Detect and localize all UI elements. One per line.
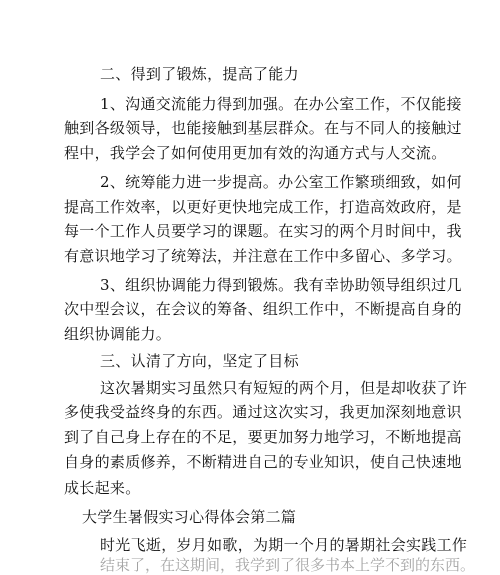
paragraph-line: 多使我受益终身的东西。通过这次实习，我更加深刻地意识 — [64, 403, 462, 421]
paragraph-line: 组织协调能力。 — [64, 325, 172, 343]
paragraph-line: 提高工作效率，以更好更快地完成工作，打造高效政府，是 — [64, 198, 462, 216]
paragraph-line: 每一个工作人员要学习的课题。在实习的两个月时间中，我 — [64, 222, 462, 240]
paragraph-line: 成长起来。 — [64, 479, 141, 497]
paragraph-line: 触到各级领导，也能接触到基层群众。在与不同人的接触过 — [64, 119, 462, 137]
paragraph-line: 程中，我学会了如何使用更加有效的沟通方式与人交流。 — [64, 144, 447, 162]
cut-off-line — [100, 552, 476, 574]
section-heading-two: 二、得到了锻炼，提高了能力 — [100, 65, 299, 83]
article-title: 大学生暑假实习心得体会第二篇 — [82, 508, 297, 526]
paragraph-line: 3、组织协调能力得到锻炼。我有幸协助领导组织过几 — [100, 276, 462, 294]
section-heading-three: 三、认清了方向，坚定了目标 — [100, 352, 299, 370]
paragraph-line: 有意识地学习了统筹法，并注意在工作中多留心、多学习。 — [64, 247, 462, 265]
paragraph-line: 到了自己身上存在的不足，要更加努力地学习，不断地提高 — [64, 428, 462, 446]
paragraph-line: 次中型会议，在会议的筹备、组织工作中，不断提高自身的 — [64, 300, 462, 318]
paragraph-line: 自身的素质修养，不断精进自己的专业知识，使自己快速地 — [64, 453, 462, 471]
paragraph-line: 时光飞逝，岁月如歌，为期一个月的暑期社会实践工作 — [100, 536, 468, 554]
paragraph-line: 这次暑期实习虽然只有短短的两个月，但是却收获了许 — [100, 379, 468, 397]
paragraph-line: 2、统筹能力进一步提高。办公室工作繁琐细致，如何 — [100, 173, 462, 191]
paragraph-line: 1、沟通交流能力得到加强。在办公室工作，不仅能接 — [100, 95, 462, 113]
cut-off-text: 结束了，在这期间，我学到了很多书本上学不到的东西。 — [100, 556, 476, 574]
